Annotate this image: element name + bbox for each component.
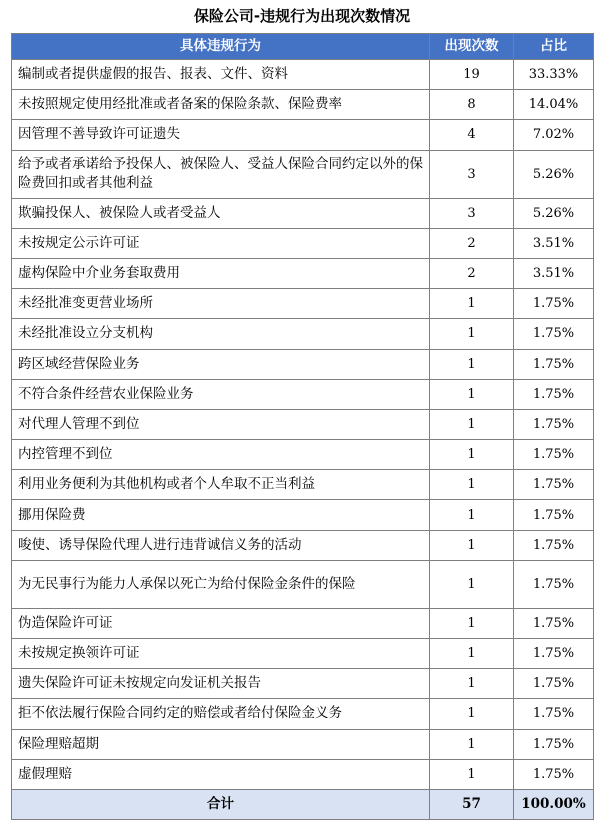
column-header-item: 具体违规行为 xyxy=(12,34,430,60)
violation-description: 挪用保险费 xyxy=(12,500,430,530)
table-row xyxy=(12,560,594,608)
occurrence-count: 1 xyxy=(430,639,514,669)
occurrence-percentage: 7.02% xyxy=(514,120,594,150)
total-percentage: 100.00% xyxy=(514,789,594,819)
table-row xyxy=(12,440,594,470)
violation-description: 跨区域经营保险业务 xyxy=(12,349,430,379)
occurrence-count: 3 xyxy=(430,198,514,228)
occurrence-count: 1 xyxy=(430,319,514,349)
occurrence-percentage: 1.75% xyxy=(514,349,594,379)
violation-description: 未经批准变更营业场所 xyxy=(12,289,430,319)
table-row xyxy=(12,500,594,530)
occurrence-count: 1 xyxy=(430,699,514,729)
table-row xyxy=(12,759,594,789)
violation-description: 欺骗投保人、被保险人或者受益人 xyxy=(12,198,430,228)
table-row xyxy=(12,198,594,228)
occurrence-percentage: 5.26% xyxy=(514,198,594,228)
table-row xyxy=(12,90,594,120)
violation-description: 保险理赔超期 xyxy=(12,729,430,759)
occurrence-count: 1 xyxy=(430,349,514,379)
occurrence-count: 1 xyxy=(430,470,514,500)
table-row xyxy=(12,608,594,638)
table-row xyxy=(12,228,594,258)
occurrence-percentage: 14.04% xyxy=(514,90,594,120)
table-row xyxy=(12,409,594,439)
violation-description: 编制或者提供虚假的报告、报表、文件、资料 xyxy=(12,60,430,90)
occurrence-percentage: 1.75% xyxy=(514,530,594,560)
table-row xyxy=(12,120,594,150)
table-title: 保险公司-违规行为出现次数情况 xyxy=(193,7,411,25)
occurrence-percentage: 1.75% xyxy=(514,500,594,530)
occurrence-percentage: 1.75% xyxy=(514,699,594,729)
violation-description: 为无民事行为能力人承保以死亡为给付保险金条件的保险 xyxy=(12,560,430,608)
violation-description: 未按照规定使用经批准或者备案的保险条款、保险费率 xyxy=(12,90,430,120)
occurrence-percentage: 1.75% xyxy=(514,440,594,470)
occurrence-count: 1 xyxy=(430,500,514,530)
occurrence-count: 2 xyxy=(430,258,514,288)
occurrence-count: 1 xyxy=(430,289,514,319)
occurrence-count: 1 xyxy=(430,669,514,699)
violation-description: 伪造保险许可证 xyxy=(12,608,430,638)
table-row xyxy=(12,729,594,759)
table-row xyxy=(12,319,594,349)
violation-description: 不符合条件经营农业保险业务 xyxy=(12,379,430,409)
violation-description: 虚假理赔 xyxy=(12,759,430,789)
occurrence-count: 1 xyxy=(430,608,514,638)
occurrence-count: 1 xyxy=(430,440,514,470)
violation-description: 利用业务便利为其他机构或者个人牟取不正当利益 xyxy=(12,470,430,500)
table-row xyxy=(12,699,594,729)
occurrence-percentage: 1.75% xyxy=(514,669,594,699)
occurrence-percentage: 1.75% xyxy=(514,560,594,608)
violation-description: 拒不依法履行保险合同约定的赔偿或者给付保险金义务 xyxy=(12,699,430,729)
table-row xyxy=(12,60,594,90)
violations-table xyxy=(11,33,594,820)
occurrence-percentage: 1.75% xyxy=(514,470,594,500)
violation-description: 遗失保险许可证未按规定向发证机关报告 xyxy=(12,669,430,699)
occurrence-percentage: 1.75% xyxy=(514,409,594,439)
table-row xyxy=(12,669,594,699)
occurrence-percentage: 1.75% xyxy=(514,608,594,638)
violation-description: 唆使、诱导保险代理人进行违背诚信义务的活动 xyxy=(12,530,430,560)
total-label: 合计 xyxy=(12,789,430,819)
table-row xyxy=(12,639,594,669)
occurrence-count: 19 xyxy=(430,60,514,90)
table-row xyxy=(12,289,594,319)
violation-description: 未按规定换领许可证 xyxy=(12,639,430,669)
table-row xyxy=(12,470,594,500)
occurrence-percentage: 3.51% xyxy=(514,228,594,258)
violation-description: 未经批准设立分支机构 xyxy=(12,319,430,349)
occurrence-percentage: 1.75% xyxy=(514,319,594,349)
occurrence-count: 3 xyxy=(430,150,514,198)
occurrence-count: 1 xyxy=(430,729,514,759)
occurrence-percentage: 1.75% xyxy=(514,729,594,759)
violation-description: 未按规定公示许可证 xyxy=(12,228,430,258)
table-row xyxy=(12,379,594,409)
occurrence-percentage: 33.33% xyxy=(514,60,594,90)
occurrence-percentage: 1.75% xyxy=(514,379,594,409)
table-row xyxy=(12,150,594,198)
total-row xyxy=(12,789,594,819)
occurrence-percentage: 3.51% xyxy=(514,258,594,288)
occurrence-count: 1 xyxy=(430,530,514,560)
occurrence-count: 1 xyxy=(430,560,514,608)
occurrence-count: 1 xyxy=(430,379,514,409)
header-row xyxy=(12,34,594,60)
column-header-percentage: 占比 xyxy=(514,34,594,60)
occurrence-count: 1 xyxy=(430,409,514,439)
column-header-count: 出现次数 xyxy=(430,34,514,60)
occurrence-percentage: 1.75% xyxy=(514,759,594,789)
occurrence-count: 2 xyxy=(430,228,514,258)
occurrence-percentage: 1.75% xyxy=(514,289,594,319)
total-count: 57 xyxy=(430,789,514,819)
occurrence-count: 8 xyxy=(430,90,514,120)
table-row xyxy=(12,349,594,379)
table-row xyxy=(12,530,594,560)
occurrence-count: 1 xyxy=(430,759,514,789)
occurrence-percentage: 1.75% xyxy=(514,639,594,669)
table-row xyxy=(12,258,594,288)
occurrence-percentage: 5.26% xyxy=(514,150,594,198)
occurrence-count: 4 xyxy=(430,120,514,150)
violation-description: 对代理人管理不到位 xyxy=(12,409,430,439)
violation-description: 内控管理不到位 xyxy=(12,440,430,470)
violation-description: 虚构保险中介业务套取费用 xyxy=(12,258,430,288)
violation-description: 给予或者承诺给予投保人、被保险人、受益人保险合同约定以外的保险费回扣或者其他利益 xyxy=(12,150,430,198)
violation-description: 因管理不善导致许可证遗失 xyxy=(12,120,430,150)
